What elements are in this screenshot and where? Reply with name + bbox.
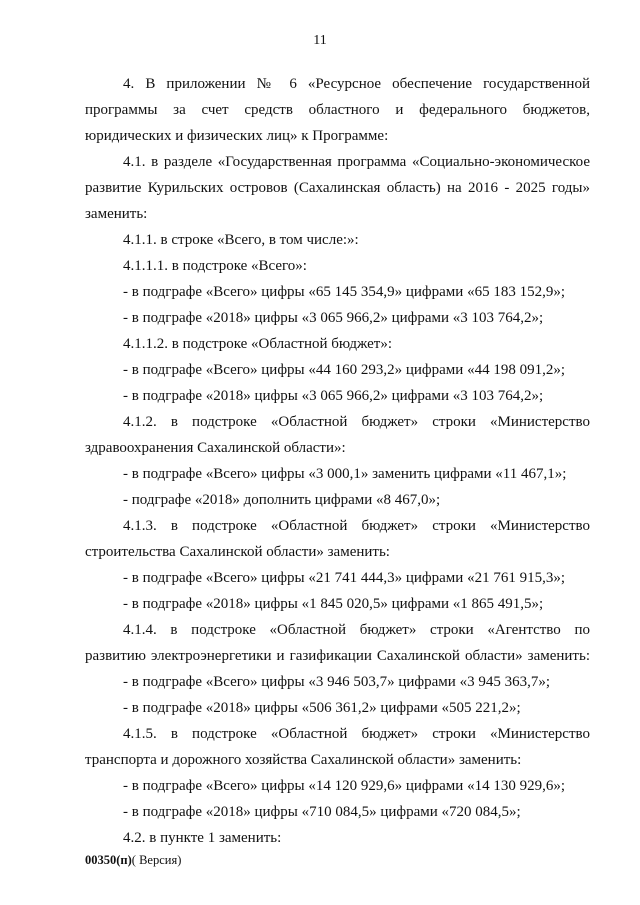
text-line: 4.1.1.1. в подстроке «Всего»: [123, 258, 307, 274]
text-line: - подграфе «2018» дополнить цифрами «8 467,0»; [123, 492, 441, 508]
text-line: 4.1.4. в подстроке «Областной бюджет» строки «Агентство по [123, 622, 590, 638]
text-line: 4.1.1.2. в подстроке «Областной бюджет»: [123, 336, 393, 352]
text-line: - в подграфе «Всего» цифры «65 145 354,9» цифрами «65 183 152,9»; [123, 284, 565, 300]
text-line: программы за счет средств областного и федерального бюджетов, [85, 102, 590, 118]
text-line: - в подграфе «2018» цифры «506 361,2» цифрами «505 221,2»; [123, 700, 521, 716]
text-line: - в подграфе «2018» цифры «3 065 966,2» цифрами «3 103 764,2»; [123, 388, 544, 404]
text-line: - в подграфе «2018» цифры «1 845 020,5» цифрами «1 865 491,5»; [123, 596, 544, 612]
text-line: - в подграфе «Всего» цифры «21 741 444,3» цифрами «21 761 915,3»; [123, 570, 565, 586]
text-line: заменить: [85, 206, 148, 222]
text-line: - в подграфе «2018» цифры «3 065 966,2» цифрами «3 103 764,2»; [123, 310, 544, 326]
text-line: 4.1.5. в подстроке «Областной бюджет» строки «Министерство [123, 726, 590, 742]
text-line: - в подграфе «Всего» цифры «3 946 503,7» цифрами «3 945 363,7»; [123, 674, 550, 690]
text-line: 4.1.1. в строке «Всего, в том числе:»: [123, 232, 359, 248]
text-line: 4.1. в разделе «Государственная программа «Социально-экономическое [123, 154, 590, 170]
text-line: - в подграфе «Всего» цифры «3 000,1» заменить цифрами «11 467,1»; [123, 466, 567, 482]
text-line: - в подграфе «2018» цифры «710 084,5» цифрами «720 084,5»; [123, 804, 521, 820]
text-line: 4.2. в пункте 1 заменить: [123, 830, 282, 846]
text-line: - в подграфе «Всего» цифры «44 160 293,2» цифрами «44 198 091,2»; [123, 362, 565, 378]
text-line: развитие Курильских островов (Сахалинская область) на 2016 - 2025 годы» [85, 180, 590, 196]
text-line: 4.1.3. в подстроке «Областной бюджет» строки «Министерство [123, 518, 590, 534]
document-version: ( Версия) [131, 853, 182, 867]
text-line: строительства Сахалинской области» заменить: [85, 544, 390, 560]
text-line: юридических и физических лиц» к Программе: [85, 128, 389, 144]
text-line: 4. В приложении № 6 «Ресурсное обеспечение государственной [123, 76, 590, 92]
page-number: 11 [313, 33, 327, 48]
document-code: 00350(п) [85, 853, 132, 867]
text-line: транспорта и дорожного хозяйства Сахалинской области» заменить: [85, 752, 522, 768]
text-line: 4.1.2. в подстроке «Областной бюджет» строки «Министерство [123, 414, 590, 430]
footer [85, 853, 181, 868]
text-line: развитию электроэнергетики и газификации Сахалинской области» заменить: [85, 648, 590, 664]
text-line: здравоохранения Сахалинской области»: [85, 440, 346, 456]
text-line: - в подграфе «Всего» цифры «14 120 929,6» цифрами «14 130 929,6»; [123, 778, 565, 794]
